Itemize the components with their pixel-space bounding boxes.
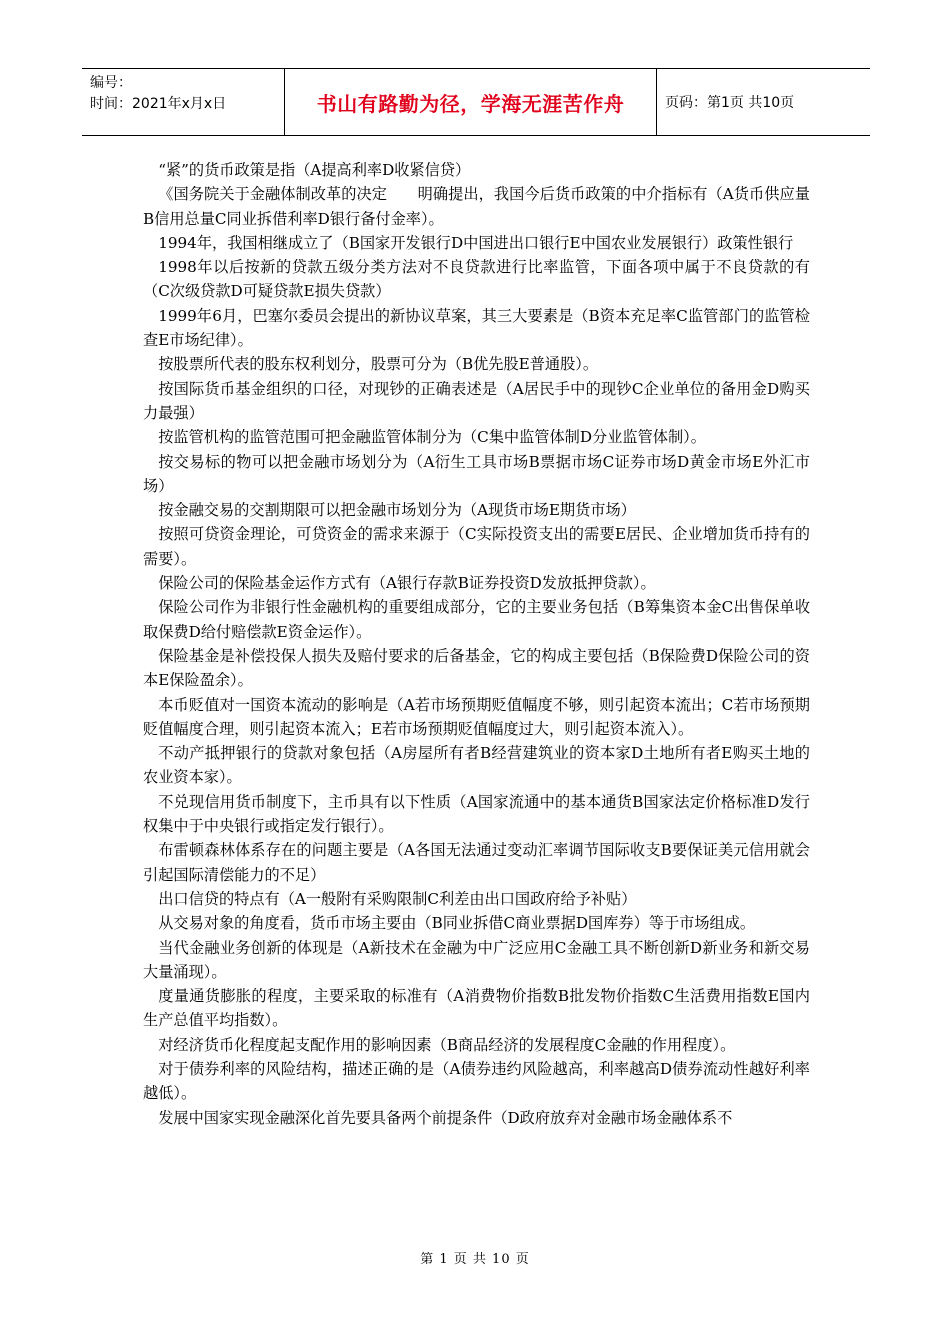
paragraph: 布雷顿森林体系存在的问题主要是（A各国无法通过变动汇率调节国际收支B要保证美元信用就会引起国际清偿能力的不足）: [143, 841, 810, 884]
paragraph: 当代金融业务创新的体现是（A新技术在金融为中广泛应用C金融工具不断创新D新业务和新交易大量涌现）。: [143, 938, 810, 981]
paragraph: 本币贬值对一国资本流动的影响是（A若市场预期贬值幅度不够，则引起资本流出；C若市场预期贬值幅度合理，则引起资本流入；E若市场预期贬值幅度过大，则引起资本流入）。: [143, 695, 810, 738]
paragraph: 1999年6月，巴塞尔委员会提出的新协议草案，其三大要素是（B资本充足率C监管部门的监管检查E市场纪律）。: [143, 306, 810, 350]
paragraph: 对经济货币化程度起支配作用的影响因素（B商品经济的发展程度C金融的作用程度）。: [158, 1035, 736, 1054]
page-footer: 第 1 页 共 10 页: [420, 1252, 530, 1267]
paragraph: 1998年以后按新的贷款五级分类方法对不良贷款进行比率监管，下面各项中属于不良贷款的有（C次级贷款D可疑贷款E损失贷款）: [143, 258, 810, 301]
header-table: [82, 68, 870, 136]
time-label: 时间：2021年x月x日: [90, 96, 227, 112]
paragraph: 按照可贷资金理论，可贷资金的需求来源于（C实际投资支出的需要E居民、企业增加货币持有的需要）。: [143, 525, 810, 568]
document-body: [143, 158, 810, 1130]
paragraph: 按股票所代表的股东权利划分，股票可分为（B优先股E普通股）。: [158, 355, 599, 374]
paragraph: 按监管机构的监管范围可把金融监管体制分为（C集中监管体制D分业监管体制）。: [158, 428, 706, 447]
paragraph: 保险公司作为非银行性金融机构的重要组成部分，它的主要业务包括（B筹集资本金C出售保单收取保费D给付赔偿款E资金运作）。: [143, 598, 810, 641]
paragraph: 保险基金是补偿投保人损失及赔付要求的后备基金，它的构成主要包括（B保险费D保险公司的资本E保险盈余）。: [143, 646, 810, 690]
paragraph: 发展中国家实现金融深化首先要具备两个前提条件（D政府放弃对金融市场金融体系不: [158, 1108, 733, 1127]
paragraph: 按国际货币基金组织的口径，对现钞的正确表述是（A居民手中的现钞C企业单位的备用金D购买力最强）: [143, 379, 810, 422]
paragraph: 按金融交易的交割期限可以把金融市场划分为（A现货市场E期货市场）: [158, 501, 636, 520]
paragraph: 不动产抵押银行的贷款对象包括（A房屋所有者B经营建筑业的资本家D土地所有者E购买土地的农业资本家）。: [143, 744, 810, 787]
header-motto: 书山有路勤为径，学海无涯苦作舟: [285, 69, 657, 135]
header-page-info: 页码：第1页 共10页: [665, 95, 795, 111]
header-meta: [82, 69, 285, 135]
paragraph: “紧”的货币政策是指（A提高利率D收紧信贷）: [158, 161, 471, 179]
paragraph: 不兑现信用货币制度下，主币具有以下性质（A国家流通中的基本通货B国家法定价格标准D发行权集中于中央银行或指定发行银行）。: [143, 792, 810, 836]
paragraph: 出口信贷的特点有（A一般附有采购限制C利差由出口国政府给予补贴）: [158, 889, 637, 908]
paragraph: 度量通货膨胀的程度，主要采取的标准有（A消费物价指数B批发物价指数C生活费用指数E国内生产总值平均指数）。: [143, 987, 810, 1030]
paragraph: 保险公司的保险基金运作方式有（A银行存款B证券投资D发放抵押贷款）。: [158, 574, 656, 593]
paragraph: 从交易对象的角度看，货币市场主要由（B同业拆借C商业票据D国库券）等于市场组成。: [158, 914, 756, 933]
paragraph: 《国务院关于金融体制改革的决定 明确提出，我国今后货币政策的中介指标有（A货币供应量B信用总量C同业拆借利率D银行备付金率）。: [143, 185, 810, 228]
paragraph: 1994年，我国相继成立了（B国家开发银行D中国进出口银行E中国农业发展银行）政策性银行: [158, 233, 794, 252]
paragraph: 按交易标的物可以把金融市场划分为（A衍生工具市场B票据市场C证券市场D黄金市场E外汇市场）: [143, 452, 810, 495]
paragraph: 对于债券利率的风险结构，描述正确的是（A债券违约风险越高，利率越高D债券流动性越好利率越低）。: [143, 1059, 810, 1103]
number-label: 编号：: [90, 75, 132, 91]
